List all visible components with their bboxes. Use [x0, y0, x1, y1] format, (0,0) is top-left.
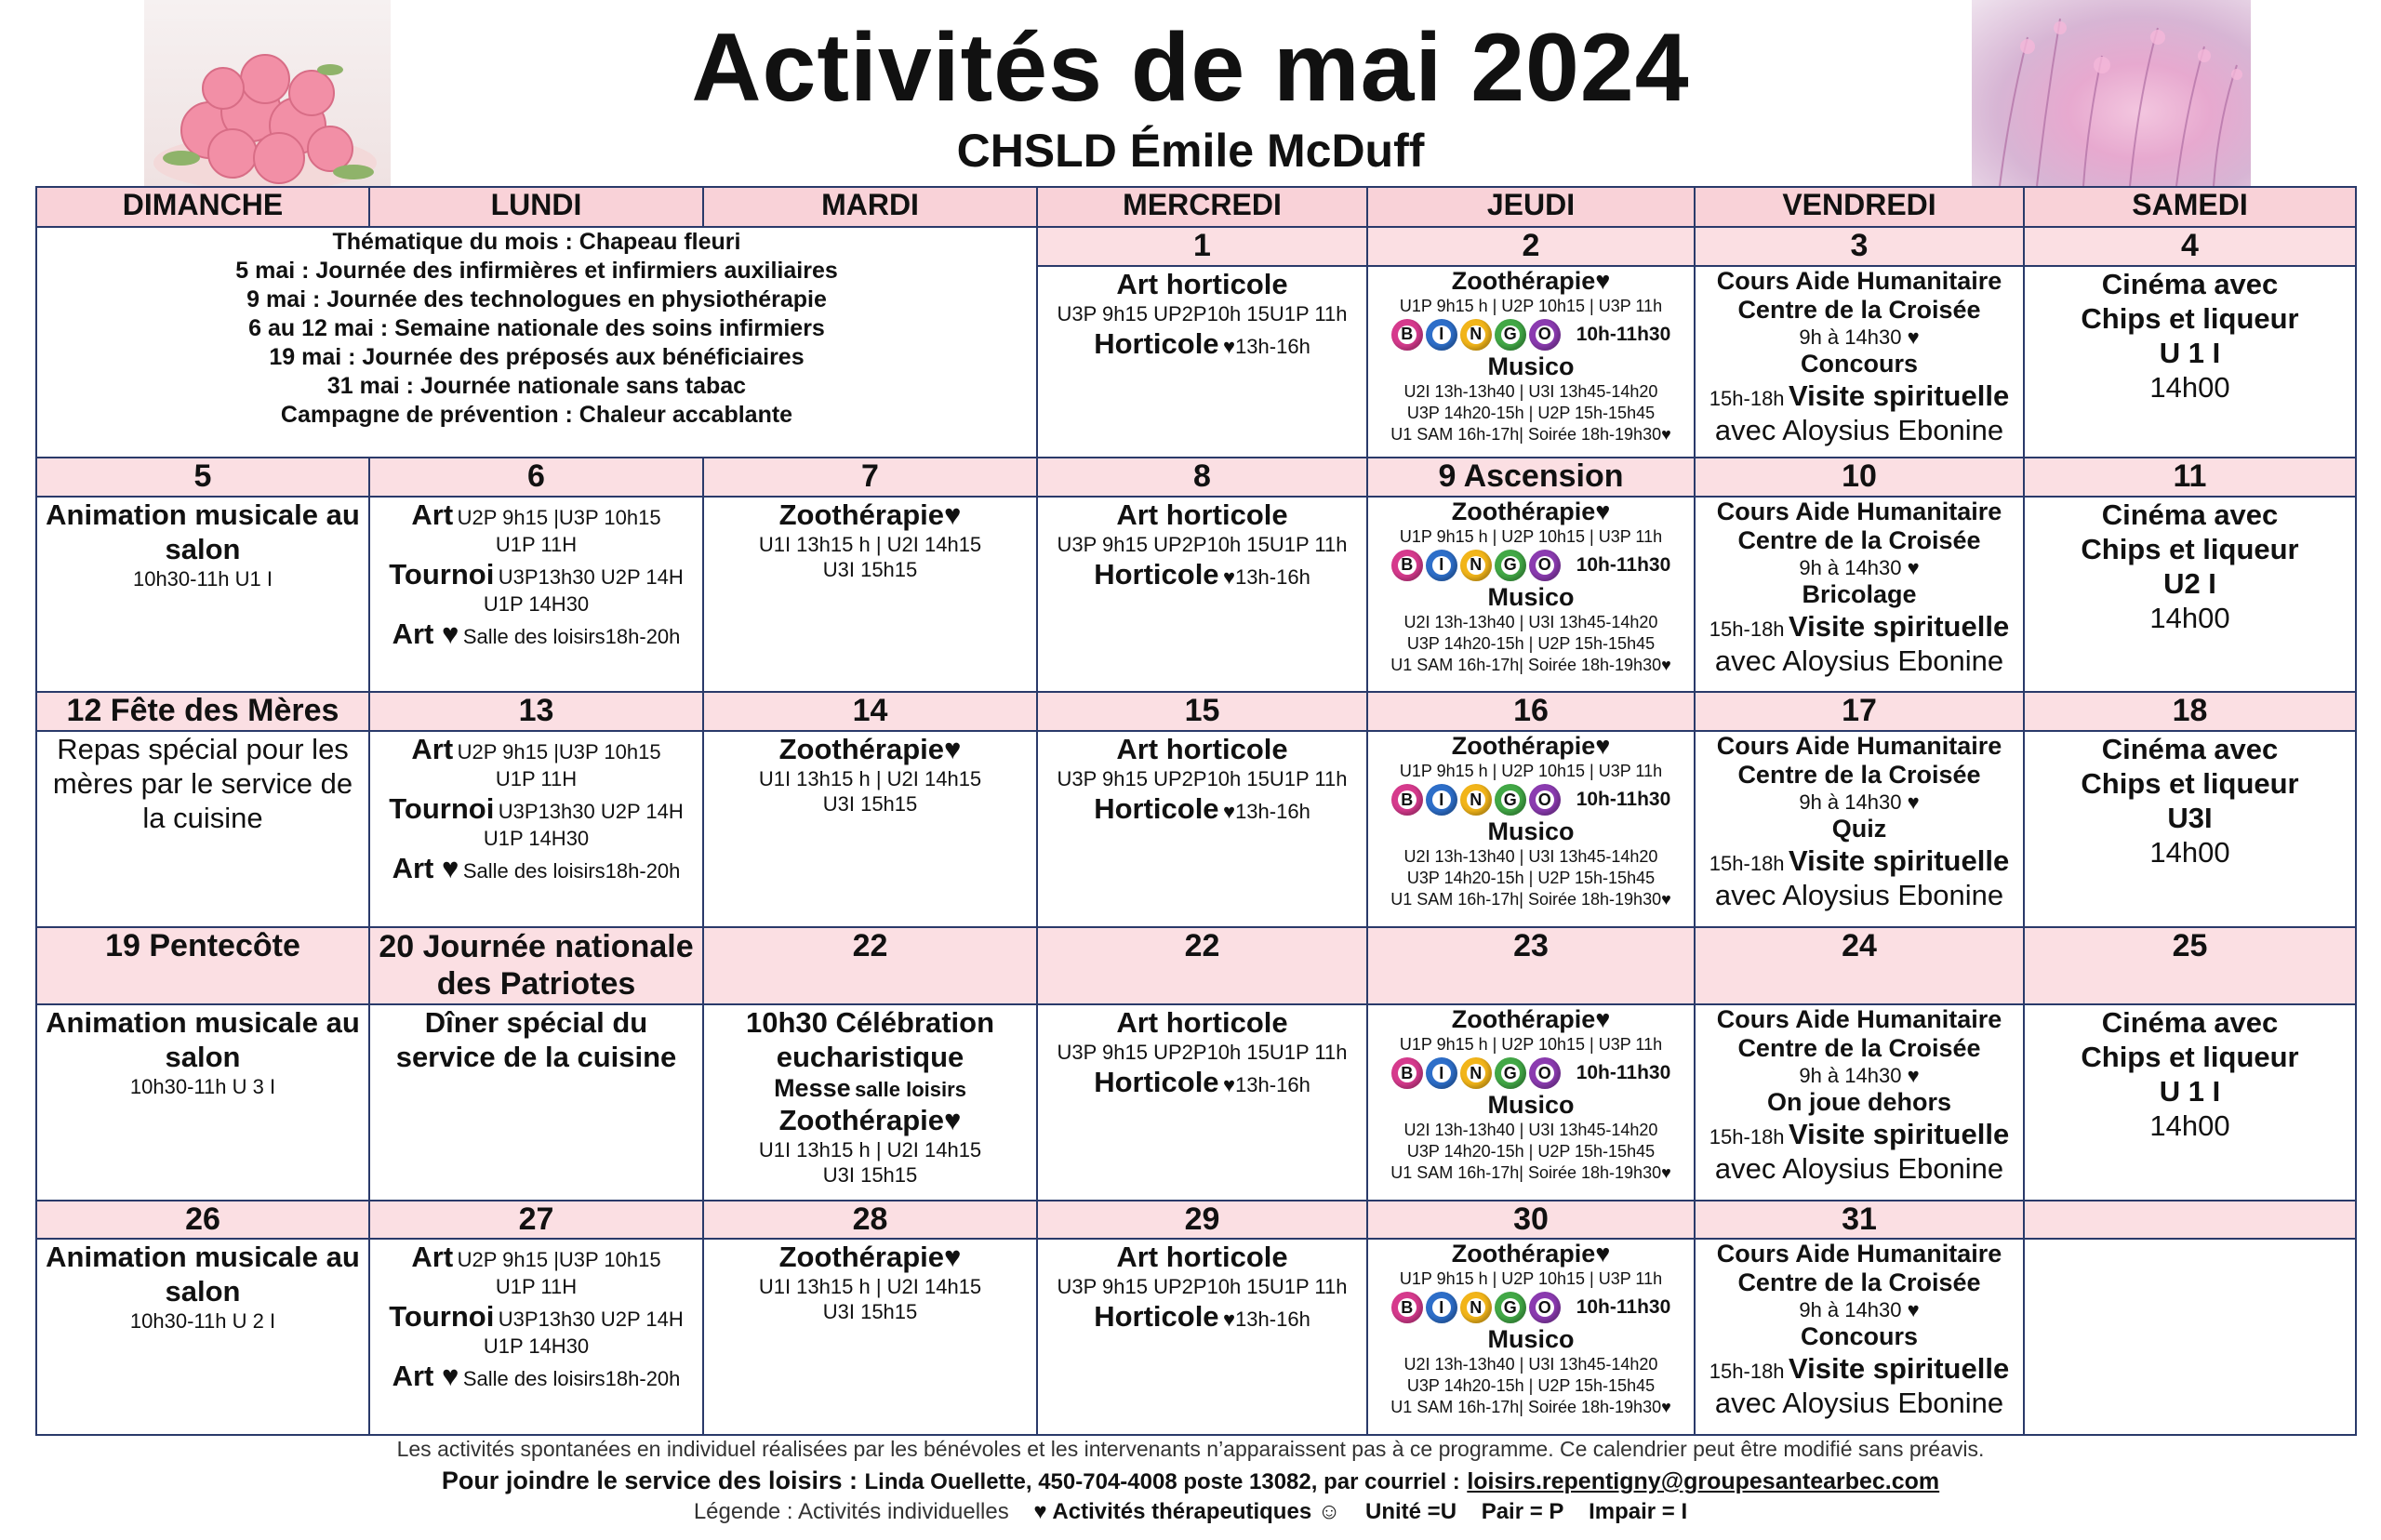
day-number: 31 [1695, 1201, 2024, 1240]
day-cell-mardi: Zoothérapie♥ U1I 13h15 h | U2I 14h15 U3I 15h15 [703, 497, 1037, 692]
bingo-balls: B I N G O 10h-11h30 [1368, 1292, 1694, 1323]
day-number: 22 [703, 927, 1037, 1005]
day-number: 26 [36, 1201, 369, 1240]
day-number: 3 [1695, 227, 2024, 266]
bingo-ball-icon: O [1529, 1057, 1561, 1089]
day-cell-mercredi: Art horticole U3P 9h15 UP2P10h 15U1P 11h Horticole ♥13h-16h [1037, 1239, 1367, 1435]
day-cell-vendredi: Cours Aide Humanitaire Centre de la Croisée 9h à 14h30 ♥ On joue dehors 15h-18h Visite spirituelle avec Aloysius Ebonine [1695, 1004, 2024, 1200]
calendar-table [35, 186, 2357, 1436]
day-number: 25 [2024, 927, 2356, 1005]
day-header-samedi: SAMEDI [2024, 187, 2356, 227]
day-number: 10 [1695, 458, 2024, 497]
day-header-dimanche: DIMANCHE [36, 187, 369, 227]
bingo-balls: B I N G O 10h-11h30 [1368, 550, 1694, 581]
day-number: 20 Journée nationale des Patriotes [369, 927, 703, 1005]
day-number: 16 [1367, 692, 1695, 731]
bingo-ball-icon: B [1391, 784, 1423, 816]
day-number: 9 Ascension [1367, 458, 1695, 497]
day-number: 6 [369, 458, 703, 497]
day-cell-jeudi: Zoothérapie♥ U1P 9h15 h | U2P 10h15 | U3P 11h B I N G O 10h-11h30 Musico U2I 13h-13h40 | U3I 13h45-14h20 U3P 14h20-15h | U2P 15h-15h45 U1 SAM 16h-17h| Soirée 18h-19h30♥ [1367, 266, 1695, 458]
day-number: 4 [2024, 227, 2356, 266]
day-number: 13 [369, 692, 703, 731]
day-header-jeudi: JEUDI [1367, 187, 1695, 227]
bingo-ball-icon: I [1426, 319, 1457, 351]
day-number: 24 [1695, 927, 2024, 1005]
day-number: 1 [1037, 227, 1367, 266]
day-cell-jeudi: Zoothérapie♥ U1P 9h15 h | U2P 10h15 | U3P 11h B I N G O 10h-11h30 Musico U2I 13h-13h40 | U3I 13h45-14h20 U3P 14h20-15h | U2P 15h-15h45 U1 SAM 16h-17h| Soirée 18h-19h30♥ [1367, 1239, 1695, 1435]
day-header-mardi: MARDI [703, 187, 1037, 227]
bingo-ball-icon: N [1460, 550, 1492, 581]
day-number: 19 Pentecôte [36, 927, 369, 1005]
day-cell-vendredi: Cours Aide Humanitaire Centre de la Croisée 9h à 14h30 ♥ Concours 15h-18h Visite spirituelle avec Aloysius Ebonine [1695, 1239, 2024, 1435]
bingo-ball-icon: B [1391, 550, 1423, 581]
page-title: Activités de mai 2024 [691, 14, 1690, 122]
bingo-ball-icon: N [1460, 784, 1492, 816]
email-link[interactable]: loisirs.repentigny@groupesantearbec.com [1467, 1468, 1940, 1494]
day-cell-dimanche: Repas spécial pour les mères par le service de la cuisine [36, 731, 369, 926]
bingo-balls: B I N G O 10h-11h30 [1368, 784, 1694, 816]
day-cell-dimanche: Animation musicale au salon 10h30-11h U 3 I [36, 1004, 369, 1200]
bingo-ball-icon: I [1426, 550, 1457, 581]
bingo-ball-icon: G [1495, 1292, 1526, 1323]
bingo-ball-icon: G [1495, 319, 1526, 351]
day-cell-samedi: Cinéma avec Chips et liqueur U2 I 14h00 [2024, 497, 2356, 692]
day-cell-vendredi: Cours Aide Humanitaire Centre de la Croisée 9h à 14h30 ♥ Quiz 15h-18h Visite spirituelle avec Aloysius Ebonine [1695, 731, 2024, 926]
day-header-row [36, 187, 2356, 227]
day-number: 8 [1037, 458, 1367, 497]
day-number: 7 [703, 458, 1037, 497]
day-cell-mardi: Zoothérapie♥ U1I 13h15 h | U2I 14h15 U3I 15h15 [703, 731, 1037, 926]
bingo-ball-icon: B [1391, 1057, 1423, 1089]
bingo-ball-icon: G [1495, 784, 1526, 816]
bingo-ball-icon: N [1460, 319, 1492, 351]
day-cell-lundi: Art U2P 9h15 |U3P 10h15 U1P 11H Tournoi U3P13h30 U2P 14H U1P 14H30 Art ♥ Salle des loisirs18h-20h [369, 731, 703, 926]
day-number: 22 [1037, 927, 1367, 1005]
day-number: 18 [2024, 692, 2356, 731]
bingo-ball-icon: G [1495, 550, 1526, 581]
bingo-balls: B I N G O 10h-11h30 [1368, 1057, 1694, 1089]
day-number: 11 [2024, 458, 2356, 497]
day-cell-mardi: Zoothérapie♥ U1I 13h15 h | U2I 14h15 U3I 15h15 [703, 1239, 1037, 1435]
day-cell-vendredi: Cours Aide Humanitaire Centre de la Croisée 9h à 14h30 ♥ Bricolage 15h-18h Visite spirituelle avec Aloysius Ebonine [1695, 497, 2024, 692]
day-cell-mercredi: Art horticole U3P 9h15 UP2P10h 15U1P 11h Horticole ♥13h-16h [1037, 1004, 1367, 1200]
day-cell-lundi: Art U2P 9h15 |U3P 10h15 U1P 11H Tournoi U3P13h30 U2P 14H U1P 14H30 Art ♥ Salle des loisirs18h-20h [369, 1239, 703, 1435]
day-cell-lundi: Dîner spécial du service de la cuisine [369, 1004, 703, 1200]
bingo-ball-icon: B [1391, 319, 1423, 351]
day-cell-dimanche: Animation musicale au salon 10h30-11h U 2 I [36, 1239, 369, 1435]
day-cell-jeudi: Zoothérapie♥ U1P 9h15 h | U2P 10h15 | U3P 11h B I N G O 10h-11h30 Musico U2I 13h-13h40 | U3I 13h45-14h20 U3P 14h20-15h | U2P 15h-15h45 U1 SAM 16h-17h| Soirée 18h-19h30♥ [1367, 497, 1695, 692]
day-number: 28 [703, 1201, 1037, 1240]
day-cell-mardi: 10h30 Célébration eucharistique Messe salle loisirs Zoothérapie♥ U1I 13h15 h | U2I 14h15 U3I 15h15 [703, 1004, 1037, 1200]
bingo-ball-icon: G [1495, 1057, 1526, 1089]
day-cell-samedi: Cinéma avec Chips et liqueur U3I 14h00 [2024, 731, 2356, 926]
day-cell-mercredi: Art horticole U3P 9h15 UP2P10h 15U1P 11h Horticole ♥13h-16h [1037, 497, 1367, 692]
day-number: 27 [369, 1201, 703, 1240]
day-number: 23 [1367, 927, 1695, 1005]
day-number: 5 [36, 458, 369, 497]
day-number: 14 [703, 692, 1037, 731]
bingo-ball-icon: O [1529, 550, 1561, 581]
day-header-vendredi: VENDREDI [1695, 187, 2024, 227]
day-cell-jeudi: Zoothérapie♥ U1P 9h15 h | U2P 10h15 | U3P 11h B I N G O 10h-11h30 Musico U2I 13h-13h40 | U3I 13h45-14h20 U3P 14h20-15h | U2P 15h-15h45 U1 SAM 16h-17h| Soirée 18h-19h30♥ [1367, 1004, 1695, 1200]
bingo-ball-icon: B [1391, 1292, 1423, 1323]
page-subtitle: CHSLD Émile McDuff [956, 125, 1425, 177]
footer-legend: Légende : Activités individuelles ♥ Activités thérapeutiques ☺ Unité =U Pair = P Impair = I [693, 1499, 1688, 1524]
day-cell-mercredi: Art horticole U3P 9h15 UP2P10h 15U1P 11h Horticole ♥13h-16h [1037, 731, 1367, 926]
footer-contact: Pour joindre le service des loisirs : Linda Ouellette, 450-704-4008 poste 13082, par courriel : loisirs.repentigny@groupesantearbec.com [441, 1467, 1940, 1494]
footer-note: Les activités spontanées en individuel réalisées par les bénévoles et les intervenants n’apparaissent pas à ce programme. Ce calendrier peut être modifié sans préavis. [396, 1437, 1985, 1461]
day-cell-dimanche: Animation musicale au salon 10h30-11h U1 I [36, 497, 369, 692]
day-cell-empty [2024, 1239, 2356, 1435]
day-number: 2 [1367, 227, 1695, 266]
day-cell-samedi: Cinéma avec Chips et liqueur U 1 I 14h00 [2024, 1004, 2356, 1200]
bingo-ball-icon: I [1426, 1292, 1457, 1323]
day-cell-samedi: Cinéma avec Chips et liqueur U 1 I 14h00 [2024, 266, 2356, 458]
day-number: 12 Fête des Mères [36, 692, 369, 731]
bingo-balls: B I N G O 10h-11h30 [1368, 319, 1694, 351]
day-number: 30 [1367, 1201, 1695, 1240]
day-cell-jeudi: Zoothérapie♥ U1P 9h15 h | U2P 10h15 | U3P 11h B I N G O 10h-11h30 Musico U2I 13h-13h40 | U3I 13h45-14h20 U3P 14h20-15h | U2P 15h-15h45 U1 SAM 16h-17h| Soirée 18h-19h30♥ [1367, 731, 1695, 926]
day-header-mercredi: MERCREDI [1037, 187, 1367, 227]
day-cell-vendredi: Cours Aide Humanitaire Centre de la Croisée 9h à 14h30 ♥ Concours 15h-18h Visite spirituelle avec Aloysius Ebonine [1695, 266, 2024, 458]
bingo-ball-icon: O [1529, 784, 1561, 816]
day-cell-mercredi: Art horticole U3P 9h15 UP2P10h 15U1P 11h Horticole ♥13h-16h [1037, 266, 1367, 458]
day-number: 29 [1037, 1201, 1367, 1240]
day-number-empty [2024, 1201, 2356, 1240]
day-header-lundi: LUNDI [369, 187, 703, 227]
bingo-ball-icon: N [1460, 1057, 1492, 1089]
bingo-ball-icon: I [1426, 784, 1457, 816]
day-number: 17 [1695, 692, 2024, 731]
day-number: 15 [1037, 692, 1367, 731]
bingo-ball-icon: N [1460, 1292, 1492, 1323]
bingo-ball-icon: O [1529, 319, 1561, 351]
monthly-theme: Thématique du mois : Chapeau fleuri 5 mai : Journée des infirmières et infirmiers auxiliaires 9 mai : Journée des technologues en physiothérapie 6 au 12 mai : Semaine nationale des soins infirmiers 19 mai : Journée des préposés aux bénéficiaires 31 mai : Journée nationale sans tabac Campagne de prévention : Chaleur accablante [36, 227, 1037, 458]
day-cell-lundi: Art U2P 9h15 |U3P 10h15 U1P 11H Tournoi U3P13h30 U2P 14H U1P 14H30 Art ♥ Salle des loisirs18h-20h [369, 497, 703, 692]
bingo-ball-icon: O [1529, 1292, 1561, 1323]
bingo-ball-icon: I [1426, 1057, 1457, 1089]
